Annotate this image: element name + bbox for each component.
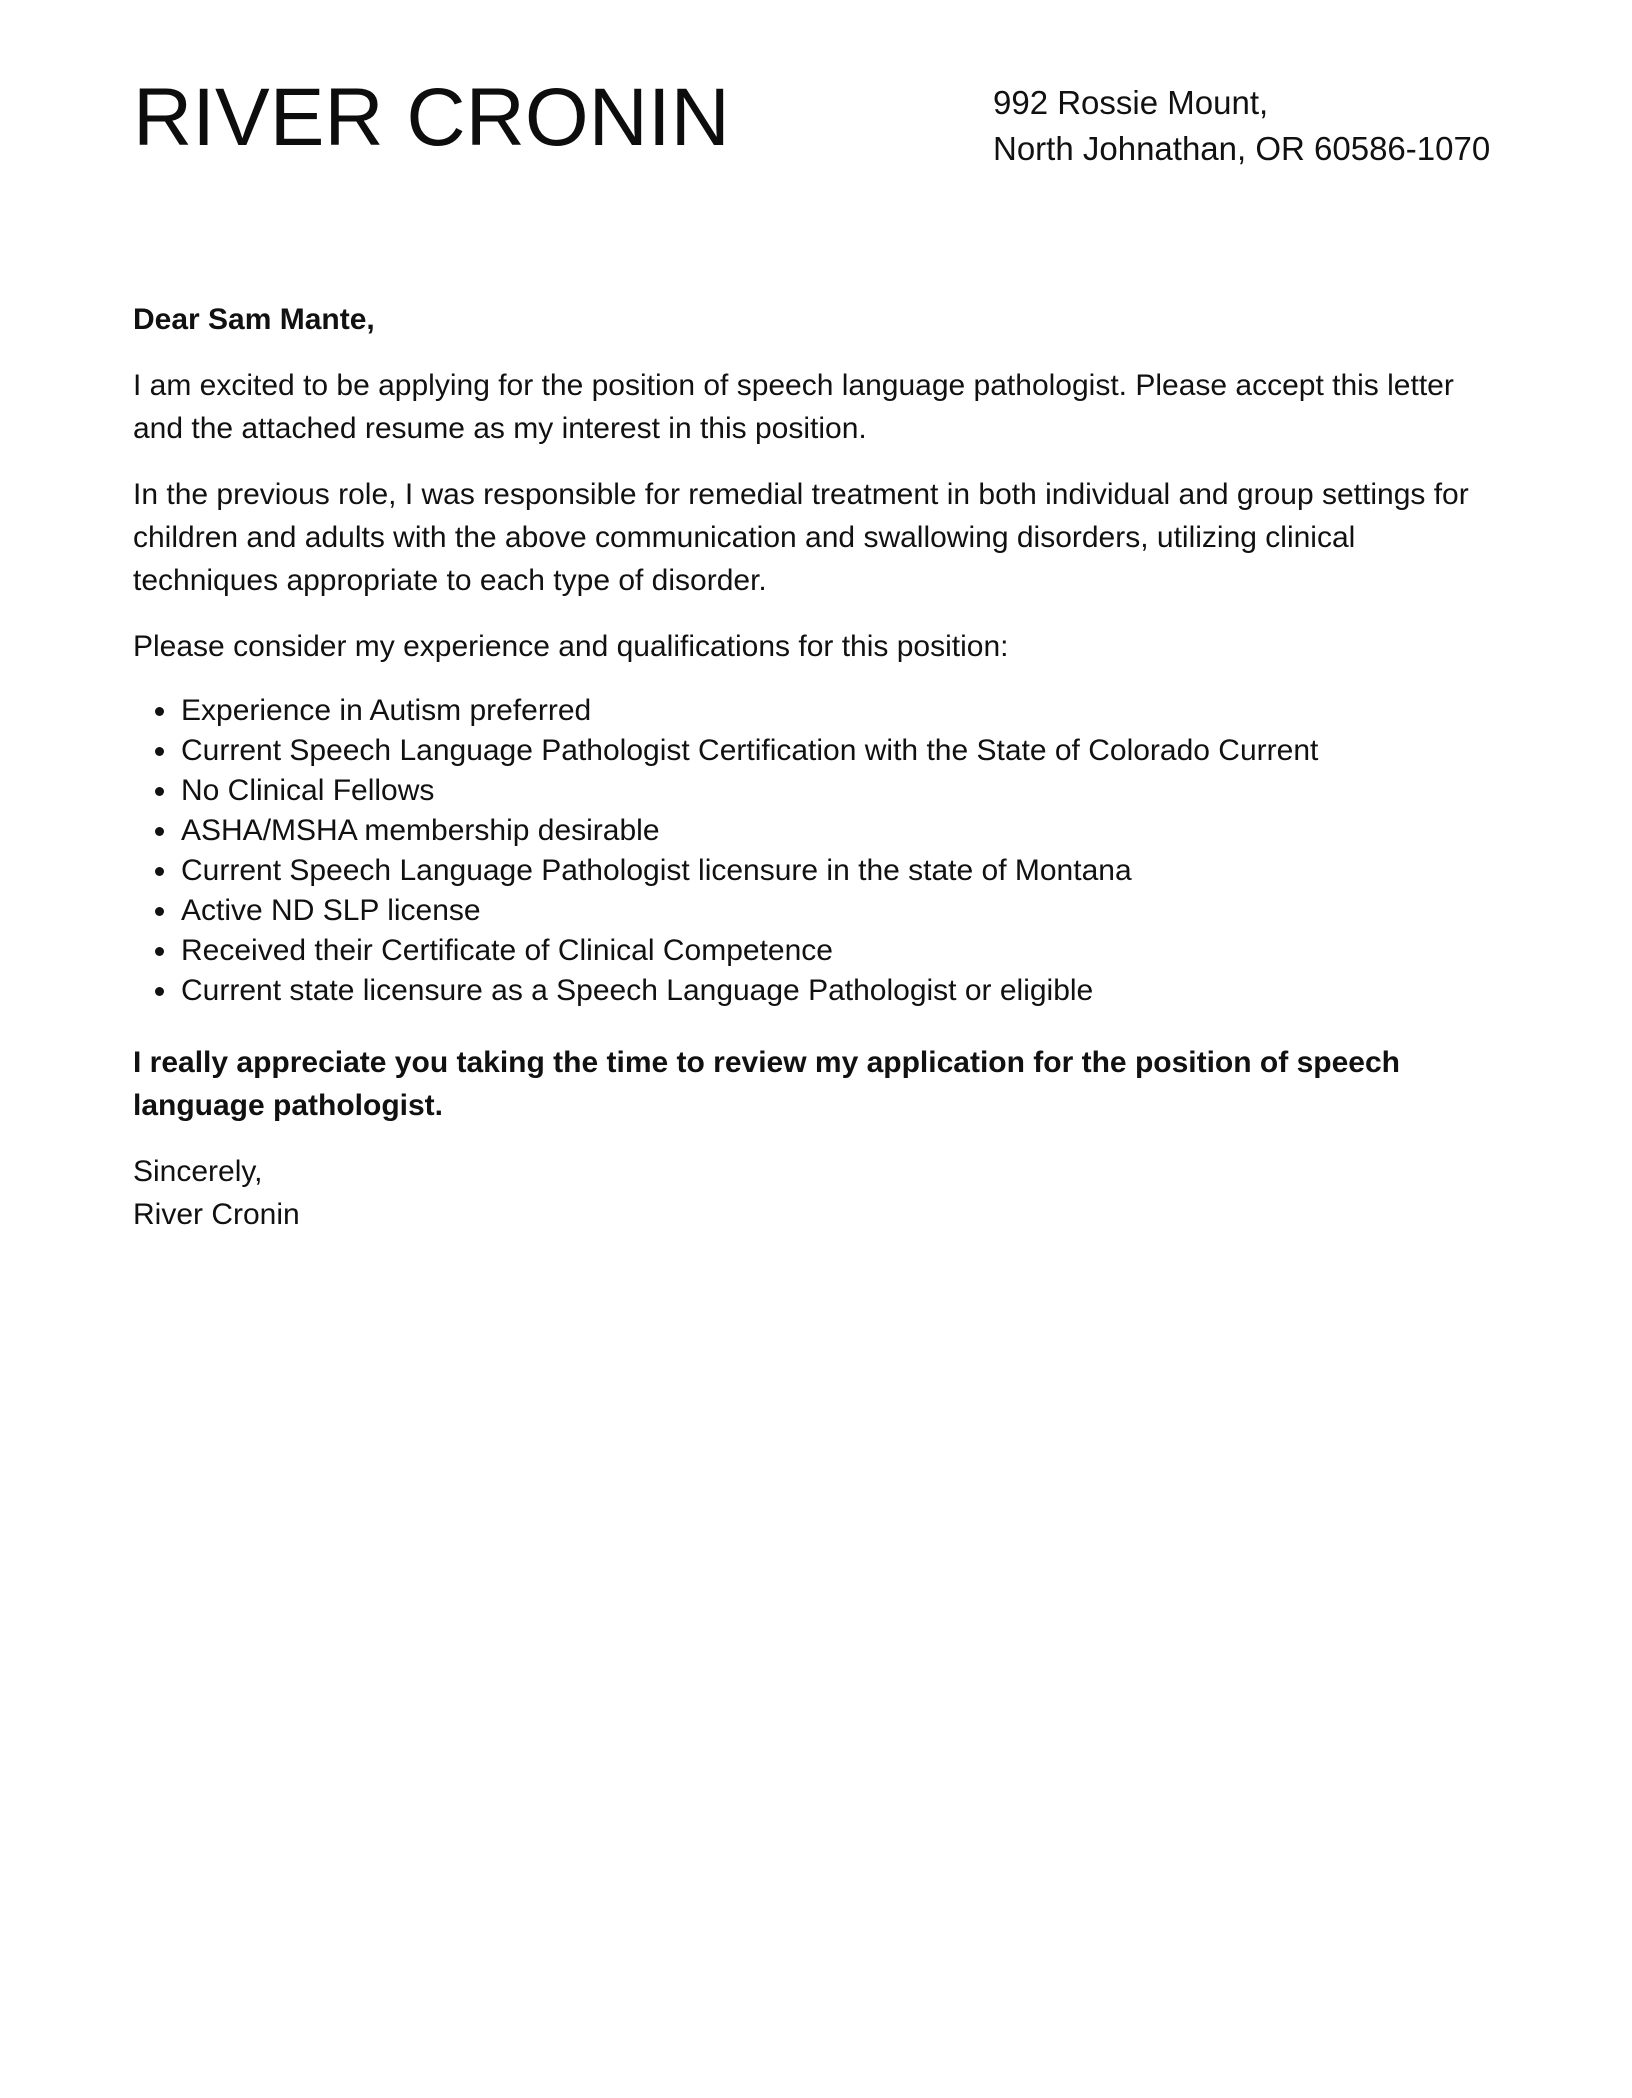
bullet-icon	[155, 867, 164, 876]
qualification-text: Current Speech Language Pathologist Certification with the State of Colorado Current	[181, 734, 1319, 767]
list-item	[181, 771, 1493, 811]
address-line-2: North Johnathan, OR 60586-1070	[993, 130, 1491, 167]
salutation: Dear Sam Mante,	[133, 303, 375, 336]
address-line-1: 992 Rossie Mount,	[993, 84, 1269, 121]
qualification-text: Experience in Autism preferred	[181, 694, 592, 727]
qualification-text: Active ND SLP license	[181, 894, 481, 927]
qualifications-intro: Please consider my experience and qualifications for this position:	[133, 630, 1009, 663]
signoff-block	[133, 1150, 1493, 1236]
list-item	[181, 851, 1493, 891]
letter-body	[133, 298, 1493, 1236]
qualifications-list	[133, 691, 1493, 1011]
list-item	[181, 931, 1493, 971]
applicant-address	[993, 80, 1490, 172]
bullet-icon	[155, 707, 164, 716]
applicant-name-heading: RIVER CRONIN	[133, 72, 730, 163]
bullet-icon	[155, 987, 164, 996]
closing-statement: I really appreciate you taking the time to review my application for the position of speech language pathologist.	[133, 1046, 1400, 1122]
list-item	[181, 811, 1493, 851]
list-item	[181, 731, 1493, 771]
intro-paragraph: I am excited to be applying for the position of speech language pathologist. Please accept this letter and the attached resume as my interest in this position.	[133, 369, 1454, 445]
qualification-text: No Clinical Fellows	[181, 774, 435, 807]
bullet-icon	[155, 827, 164, 836]
list-item	[181, 691, 1493, 731]
qualification-text: ASHA/MSHA membership desirable	[181, 814, 660, 847]
list-item	[181, 891, 1493, 931]
bullet-icon	[155, 947, 164, 956]
signoff-text: Sincerely,	[133, 1155, 263, 1188]
qualification-text: Current state licensure as a Speech Language Pathologist or eligible	[181, 974, 1094, 1007]
bullet-icon	[155, 747, 164, 756]
bullet-icon	[155, 907, 164, 916]
bullet-icon	[155, 787, 164, 796]
list-item	[181, 971, 1493, 1011]
qualification-text: Received their Certificate of Clinical Competence	[181, 934, 833, 967]
signature-name: River Cronin	[133, 1198, 300, 1231]
qualification-text: Current Speech Language Pathologist licensure in the state of Montana	[181, 854, 1132, 887]
experience-paragraph: In the previous role, I was responsible for remedial treatment in both individual and group settings for children and adults with the above communication and swallowing disorders, utilizing clinical techniques appropriate to each type of disorder.	[133, 478, 1469, 597]
